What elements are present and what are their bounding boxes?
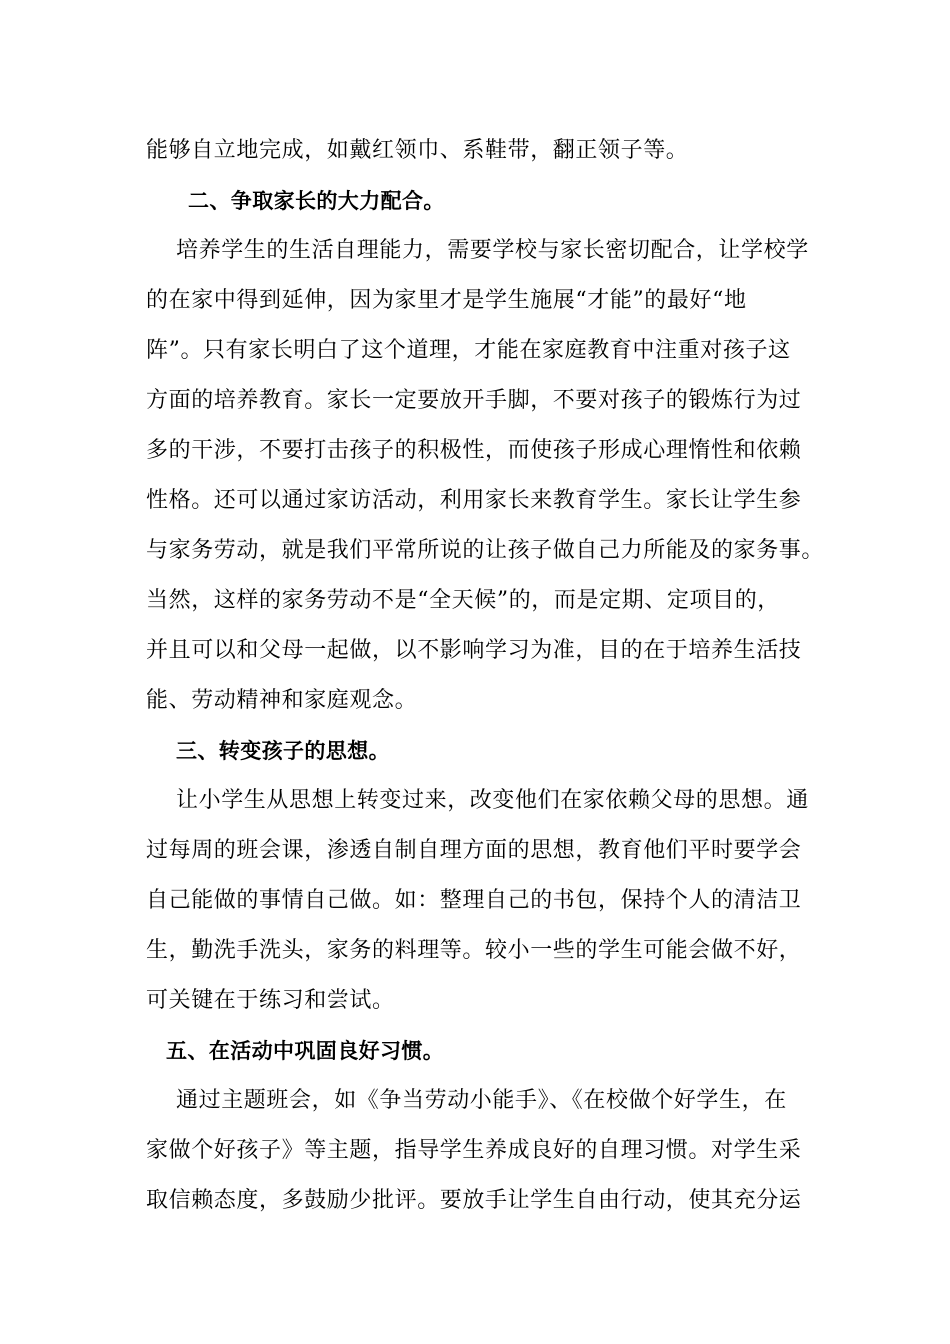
paragraph-first-line: 通过主题班会，如《争当劳动小能手》、《在校做个好学生，在 (176, 1088, 787, 1113)
body-text-line: 过每周的班会课，渗透自制自理方面的思想，教育他们平时要学会 (146, 838, 802, 863)
paragraph-first-line: 让小学生从思想上转变过来，改变他们在家依赖父母的思想。通 (176, 788, 809, 813)
body-text-line: 方面的培养教育。家长一定要放开手脚，不要对孩子的锻炼行为过 (146, 388, 802, 413)
body-text-line: 能、劳动精神和家庭观念。 (146, 688, 418, 713)
body-text-line: 家做个好孩子》等主题，指导学生养成良好的自理习惯。对学生采 (146, 1138, 802, 1163)
body-text-line: 并且可以和父母一起做，以不影响学习为准，目的在于培养生活技 (146, 638, 802, 663)
body-text-line: 生，勤洗手洗头，家务的料理等。较小一些的学生可能会做不好， (146, 938, 802, 963)
section-heading: 五、在活动中巩固良好习惯。 (166, 1039, 445, 1063)
body-text-line: 与家务劳动，就是我们平常所说的让孩子做自己力所能及的家务事。 (146, 538, 825, 563)
body-text-line: 取信赖态度，多鼓励少批评。要放手让学生自由行动，使其充分运 (146, 1188, 802, 1213)
section-heading: 二、争取家长的大力配合。 (188, 189, 445, 213)
body-text-line: 多的干涉，不要打击孩子的积极性，而使孩子形成心理惰性和依赖 (146, 438, 802, 463)
section-heading: 三、转变孩子的思想。 (176, 739, 390, 763)
paragraph-first-line: 培养学生的生活自理能力，需要学校与家长密切配合，让学校学 (176, 238, 809, 263)
body-text-line: 当然，这样的家务劳动不是“全天候”的，而是定期、定项目的， (146, 588, 780, 613)
body-text-line: 可关键在于练习和尝试。 (146, 988, 395, 1013)
body-text-line: 自己能做的事情自己做。如：整理自己的书包，保持个人的清洁卫 (146, 888, 802, 913)
body-text-line: 能够自立地完成，如戴红领巾、系鞋带，翻正领子等。 (146, 138, 689, 163)
body-text-line: 阵”。只有家长明白了这个道理，才能在家庭教育中注重对孩子这 (146, 338, 791, 363)
body-text-line: 性格。还可以通过家访活动，利用家长来教育学生。家长让学生参 (146, 488, 802, 513)
body-text-line: 的在家中得到延伸，因为家里才是学生施展“才能”的最好“地 (146, 288, 747, 313)
